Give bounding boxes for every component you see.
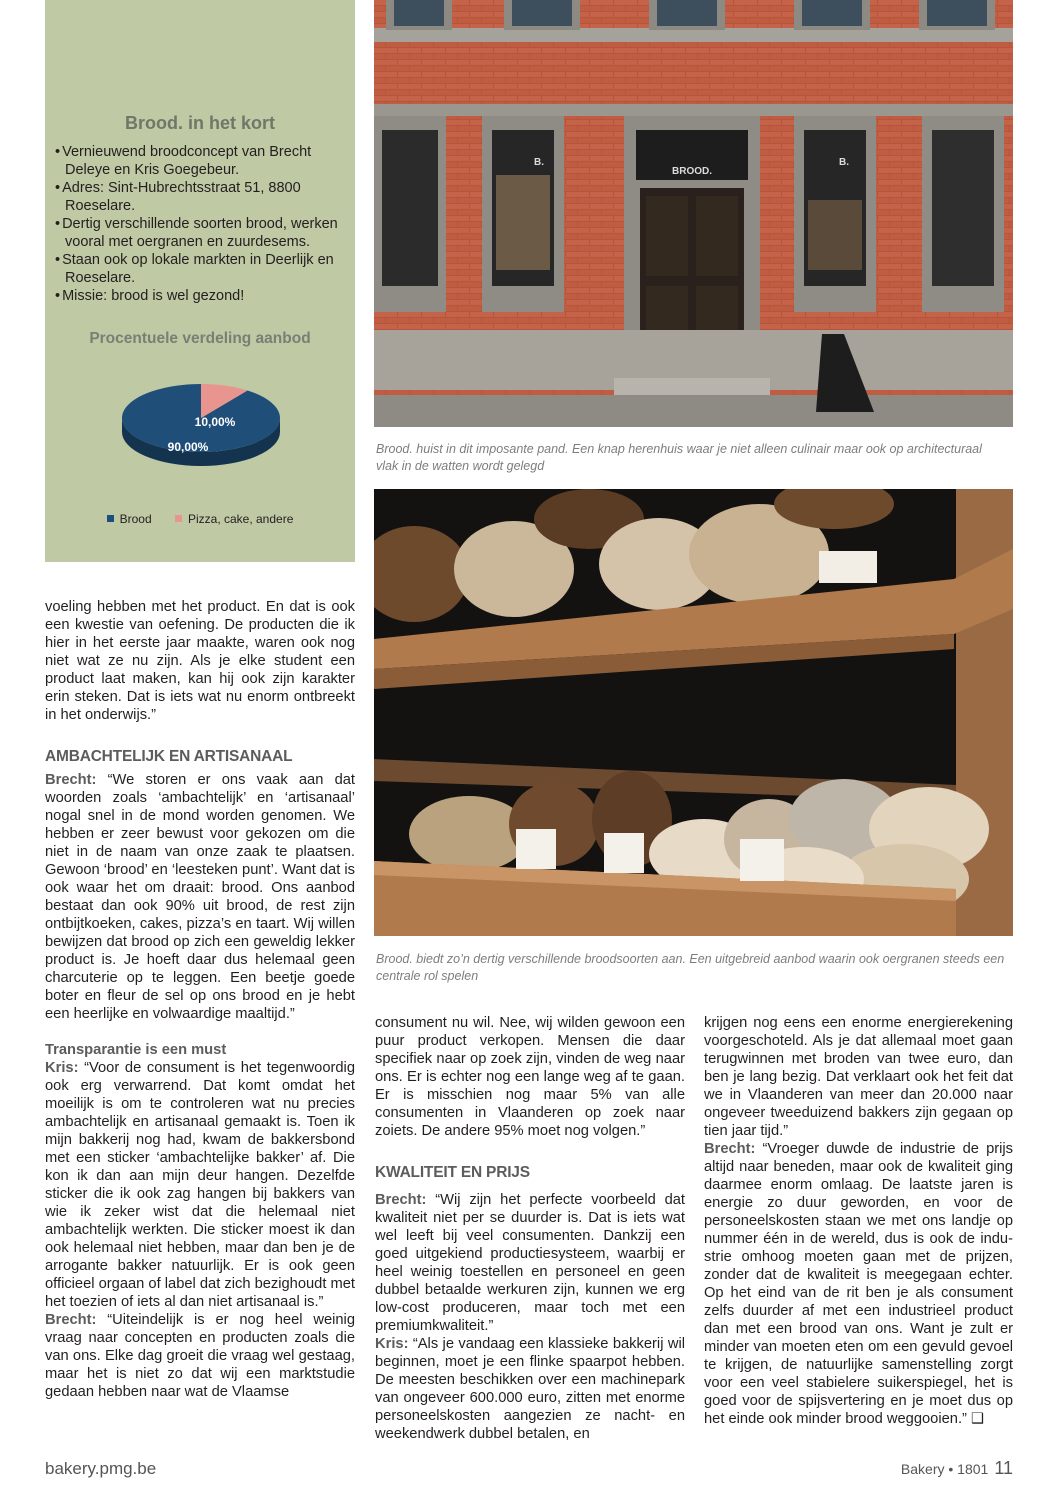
article-column-1 [45,598,355,1401]
speaker: Brecht: [375,1192,427,1208]
end-mark: ❑ [966,1411,985,1427]
website-link[interactable]: bakery.pmg.be [45,1459,157,1478]
pie-data-label: 10,00% [194,415,236,429]
article-column-2 [375,1014,685,1443]
speaker: Brecht: [45,1312,97,1328]
sidebar-item: • Vernieuwend broodconcept van Brecht Deleye en Kris Goegebeur. [53,143,353,179]
pie-chart [45,360,355,500]
sidebar-item: • Dertig verschillende soorten brood, werken vooral met oergranen en zuurdesems. [53,215,353,251]
sidebar-title: Brood. in het kort [125,113,275,133]
speaker: Brecht: [45,772,97,788]
legend-swatch [175,515,182,522]
sidebar-list [53,143,353,305]
paragraph-text: “Uiteindelijk is er nog heel weinig vraag naar concepten en producten zoals die van ons. Elke dag groeit die vraag wel gestaag, maar het is niet zo dat wij een marktstudie gedaan hebben naar wat de Vlaamse [45,1312,355,1400]
paragraph [45,1311,355,1401]
paragraph: consument nu wil. Nee, wij wilden gewoon een puur product verkopen. Mensen die daar specifiek naar op zoek zijn, vinden de weg naar ons. Er is echter nog een lange weg af te gaan. Er is misschien nog maar 5% van alle consumenten in Vlaanderen op zoek naar zoiets. De andere 95% moet nog volgen.” [375,1015,685,1139]
speaker: Kris: [375,1336,409,1352]
bread-photo [374,489,1013,936]
paragraph-text: “Als je vandaag een klassieke bakkerij wil beginnen, moet je een flinke spaarpot hebben. De meesten beschikken over een machinepark van ongeveer 600.000 euro, zitten met enorme personeelskosten aangezien ze nacht- en weekendwerk dubbel betalen, en [375,1336,685,1442]
facade-photo [374,0,1013,427]
speaker: Kris: [45,1060,79,1076]
legend-swatch [107,515,114,522]
magazine-issue: Bakery • 1801 [900,1461,989,1477]
bottom-photo-caption: Brood. biedt zo’n dertig verschillende broodsoorten aan. Een uitgebreid aanbod waarin ook oergranen steeds een centrale rol spelen [376,952,1005,983]
paragraph [375,1335,685,1443]
paragraph-text: “Wij zijn het perfecte voorbeeld dat kwaliteit niet per se duurder is. Dat is iets wat wel leeft bij veel consumenten. Dankzij een goed uitgekiend productiesysteem, waarbij er heel weinig toestellen en personeel en geen dubbel betaalde werkuren zijn, kunnen we erg low-cost produceren, maar toch met een premiumkwaliteit.” [375,1192,685,1334]
window-letter: B. [534,157,544,168]
paragraph [45,1059,355,1311]
page-number: 11 [994,1458,1013,1478]
paragraph-text: “Voor de consument is het tegenwoordig ook erg verwarrend. Dat komt omdat het moeilijk is om te controleren wat nu precies ambachtelijk en artisanaal gemaakt is. Toen ik mijn bakkerij nog had, kwam de bakkersbond met een sticker ‘ambachtelijke bakker’ af. Die kon ik dan aan mijn deur hangen. Dezelfde sticker die ik ook zag hangen bij bakkers van wie ik zeker wist dat die helemaal niet ambachtelijk werkten. Die sticker moest ik dan ook helemaal niet hebben, maar dan ben je de arrogante bakker natuurlijk. Er is ook geen officieel orgaan of label dat zich bezighoudt met het toezien of iets al dan niet artisanaal is.” [45,1060,356,1310]
window-letter: B. [839,157,849,168]
article-column-3 [704,1014,1013,1428]
door-sign: BROOD. [672,166,712,177]
paragraph: voeling hebben met het product. En dat is ook een kwestie van oefening. De producten die ik hier in het eerste jaar maakte, waren ook nog niet wat ze nu zijn. Als je elke student een product laat maken, kan hij ook zijn karakter erin steken. Dat is iets wat nu enorm ontbreekt in het onderwijs.” [45,599,355,723]
sidebar-item: • Missie: brood is wel gezond! [53,287,353,305]
speaker: Brecht: [704,1141,756,1157]
paragraph-text: “Vroeger duwde de industrie de prijs altijd naar beneden, maar ook de kwaliteit ging daarmee enorm omlaag. De laatste jaren is energie zo duur geworden, en voor de personeelskosten staan we met ons landje op nummer één in de wereld, dus is ook de industrie omhoog moeten gaan met de prijzen, zonder dat de kwaliteit is meegegaan echter. Op het eind van de rit ben je als consument zelfs duurder af met een industrieel product dan met een brood van ons. Want je zult er minder van moeten eten om een gevuld gevoel te krijgen, de natuurlijke samenstelling zorgt voor een veel stabielere suikerspiegel, het is goed voor de spijsvertering en je moet dus op het einde ook minder brood weggooien.” [704,1141,1013,1427]
sub-heading: Transparantie is een must [45,1042,227,1058]
legend-item-brood [107,512,152,526]
paragraph [45,771,355,1023]
chart-legend [45,512,355,526]
paragraph [375,1191,685,1335]
sidebar-item: • Staan ook op lokale markten in Deerlijk en Roeselare. [53,251,353,287]
paragraph [704,1140,1013,1428]
top-photo-caption: Brood. huist in dit imposante pand. Een knap herenhuis waar je niet alleen culinair maar ook op architecturaal vlak in de watten wordt gelegd [376,442,982,473]
paragraph-text: “We storen er ons vaak aan dat woorden zoals ‘ambachtelijk’ en ‘artisanaal’ nogal snel in de mond worden genomen. We hebben er zeer bewust voor gekozen om die niet in de naam van onze zaak te plaatsen. Gewoon ‘brood’ en ‘leesteken punt’. Want dat is ook waar het om draait: brood. Ons aanbod bestaat dan ook 90% uit brood, de rest zijn ontbijtkoeken, cakes, pizza’s en taart. Wij willen bewijzen dat brood op zich een geweldig lekker product is. Je hoeft daar dus helemaal geen charcuterie op te leggen. Een beetje goede boter en fleur de sel op ons brood en je hebt een heerlijke en volwaardige maaltijd.” [45,772,355,1022]
info-sidebar [45,0,355,562]
legend-label: Pizza, cake, andere [187,512,294,526]
legend-item-andere [175,512,293,526]
sidebar-item: • Adres: Sint-Hubrechtsstraat 51, 8800 Roeselare. [53,179,353,215]
page-footer [901,1458,1013,1479]
legend-label: Brood [119,512,152,526]
paragraph: krijgen nog eens een enorme energierekening voorgeschoteld. Als je dat allemaal moet gaan terugwinnen met broden van twee euro, dan ben je lang bezig. Dat verklaart ook het feit dat we in Vlaanderen van meer dan 20.000 naar ongeveer tweeduizend bakkers zijn gegaan op tien jaar tijd.” [704,1015,1013,1139]
section-heading: KWALITEIT EN PRIJS [375,1164,530,1181]
section-heading: AMBACHTELIJK EN ARTISANAAL [45,748,293,765]
pie-data-label: 90,00% [167,440,209,454]
chart-title: Procentuele verdeling aanbod [89,330,311,347]
